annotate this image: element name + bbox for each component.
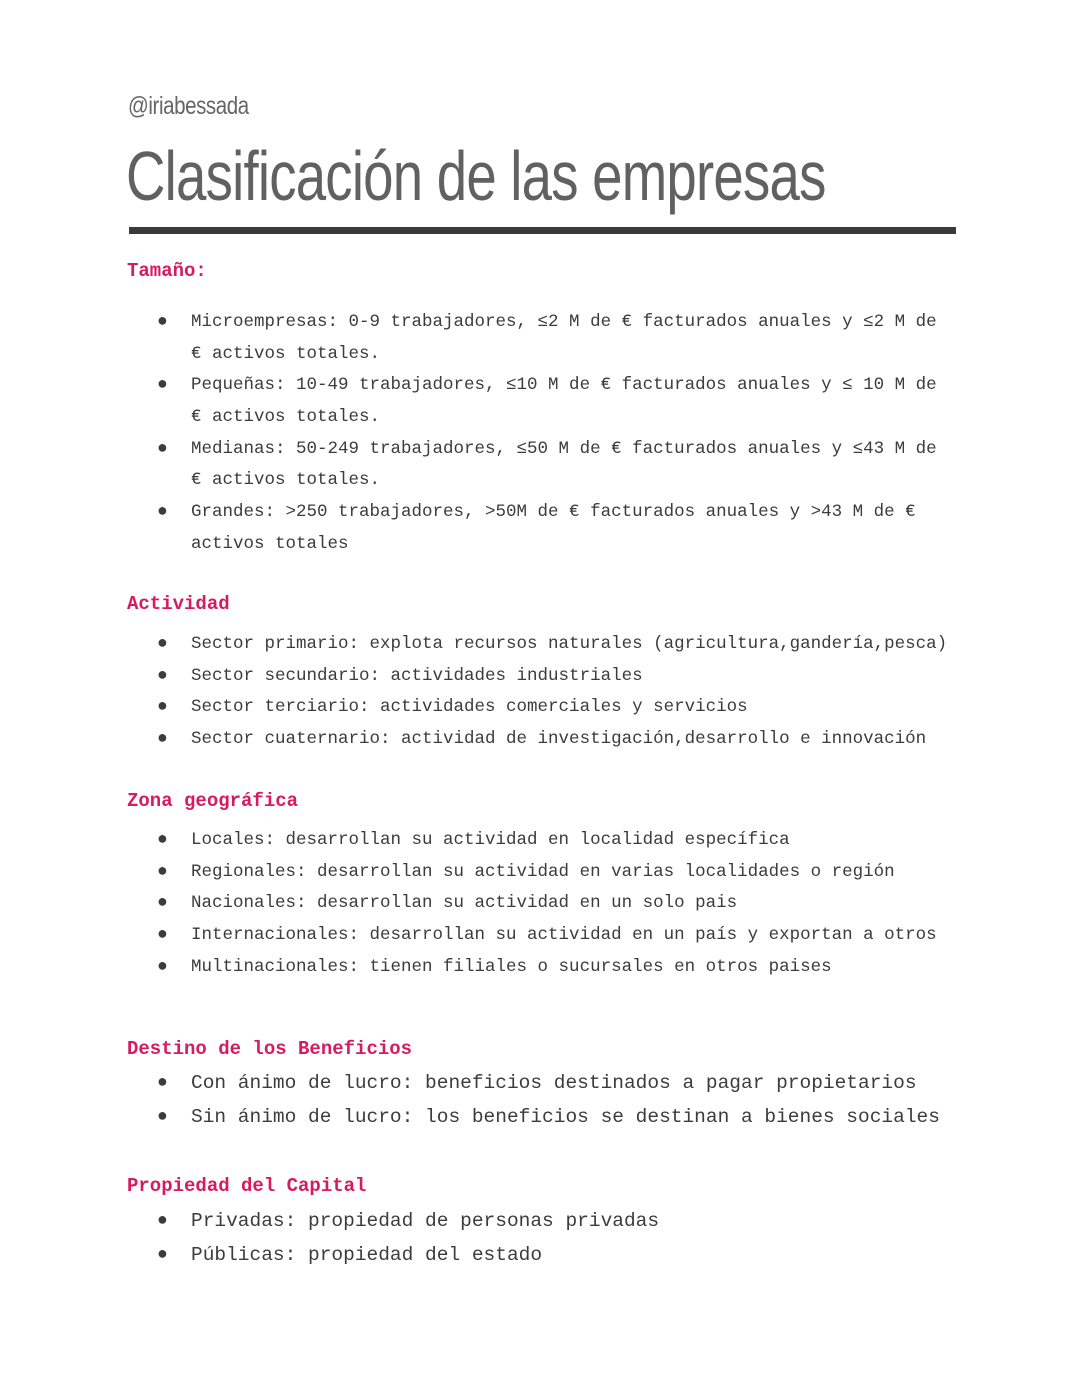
bullet-icon: ● xyxy=(157,1211,168,1231)
section-heading-destino-beneficios: Destino de los Beneficios xyxy=(127,1038,413,1060)
list-item-text: Sector cuaternario: actividad de investigación,desarrollo e innovación xyxy=(191,729,927,750)
list-item-text: Públicas: propiedad del estado xyxy=(191,1244,543,1266)
bullet-icon: ● xyxy=(157,375,168,396)
bullet-icon: ● xyxy=(157,697,168,718)
bullet-icon: ● xyxy=(157,1107,168,1127)
list-item-text: Medianas: 50-249 trabajadores, ≤50 M de € facturados anuales y ≤43 M de € activos totales. xyxy=(191,438,937,491)
section-heading-actividad: Actividad xyxy=(127,593,230,615)
title-divider xyxy=(129,227,956,234)
section-heading-propiedad-capital: Propiedad del Capital xyxy=(127,1175,367,1197)
bullet-icon: ● xyxy=(157,861,168,882)
section-heading-tamano: Tamaño: xyxy=(127,260,207,282)
list-item-text: Sector terciario: actividades comerciales y servicios xyxy=(191,697,748,718)
list-item-text: Regionales: desarrollan su actividad en varias localidades o región xyxy=(191,861,895,882)
section-heading-zona-geografica: Zona geográfica xyxy=(127,790,299,812)
bullet-icon: ● xyxy=(157,956,168,977)
page-title: Clasificación de las empresas xyxy=(126,137,826,215)
list-item-text: Sector primario: explota recursos naturales (agricultura,gandería,pesca) xyxy=(191,634,948,654)
list-item-text: Pequeñas: 10-49 trabajadores, ≤10 M de € facturados anuales y ≤ 10 M de € activos totales. xyxy=(191,375,937,428)
list-item-text: Grandes: >250 trabajadores, >50M de € facturados anuales y >43 M de € activos totales xyxy=(191,502,916,554)
bullet-icon: ● xyxy=(157,925,168,946)
list-item-text: Microempresas: 0-9 trabajadores, ≤2 M de € facturados anuales y ≤2 M de € activos totales. xyxy=(191,312,937,364)
bullet-icon: ● xyxy=(157,634,168,654)
bullet-icon: ● xyxy=(157,830,168,850)
bullet-icon: ● xyxy=(157,312,168,332)
author-handle: @iriabessada xyxy=(128,92,249,120)
list-item-text: Con ánimo de lucro: beneficios destinados a pagar propietarios xyxy=(191,1072,917,1094)
bullet-icon: ● xyxy=(157,1073,168,1093)
bullet-icon: ● xyxy=(157,1245,168,1265)
list-item-text: Multinacionales: tienen filiales o sucursales en otros paises xyxy=(191,956,832,977)
bullet-icon: ● xyxy=(157,502,168,523)
bullet-icon: ● xyxy=(157,438,168,459)
bullet-icon: ● xyxy=(157,665,168,686)
list-item-text: Sector secundario: actividades industriales xyxy=(191,665,643,686)
list-item-text: Internacionales: desarrollan su actividad en un país y exportan a otros xyxy=(191,925,937,946)
bullet-icon: ● xyxy=(157,729,168,750)
list-item-text: Nacionales: desarrollan su actividad en un solo pais xyxy=(191,893,738,914)
list-item-text: Sin ánimo de lucro: los beneficios se destinan a bienes sociales xyxy=(191,1106,940,1128)
bullet-icon: ● xyxy=(157,893,168,914)
list-item-text: Locales: desarrollan su actividad en localidad específica xyxy=(191,830,790,850)
list-item-text: Privadas: propiedad de personas privadas xyxy=(191,1210,660,1232)
